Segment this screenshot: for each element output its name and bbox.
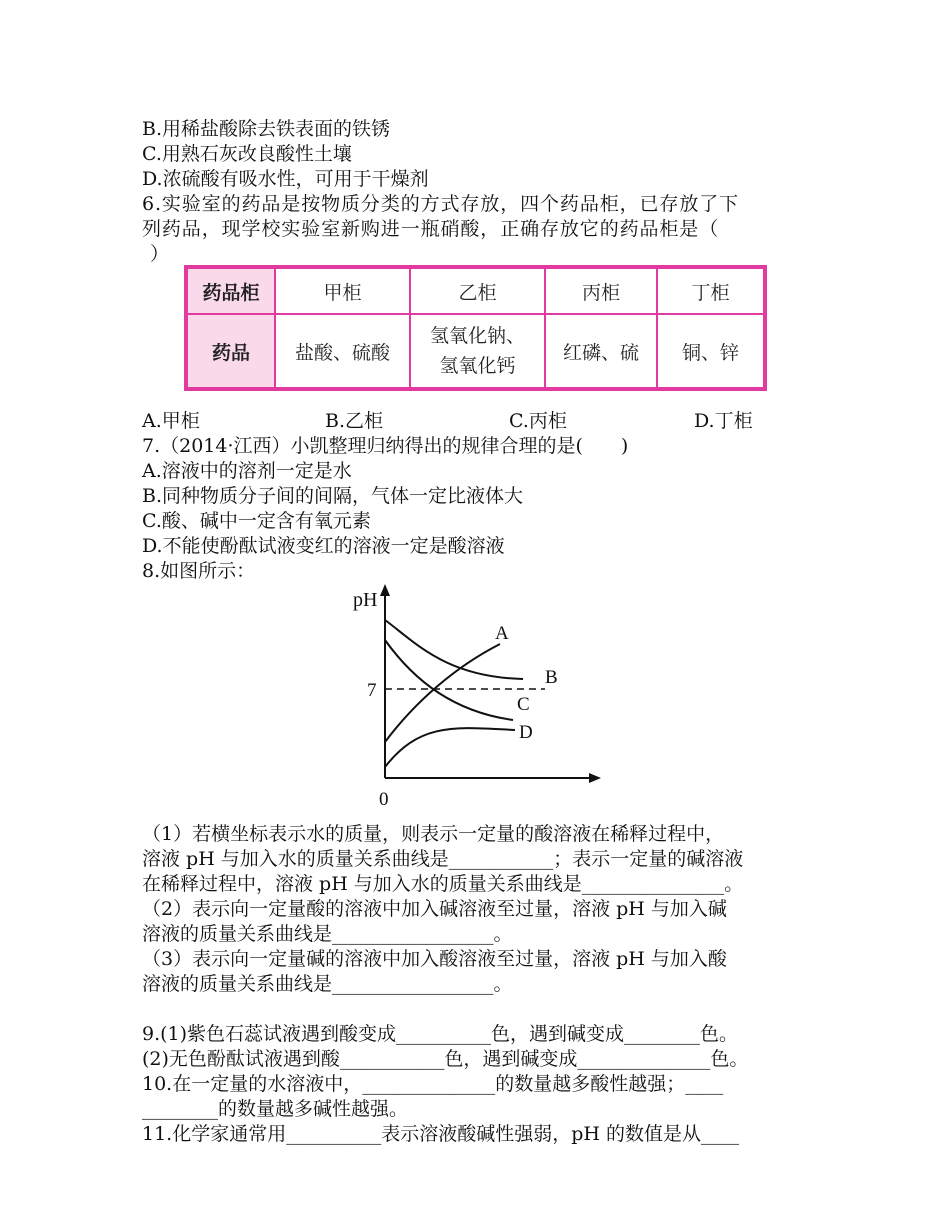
table-cell-bing: 红磷、硫 [545, 314, 657, 388]
curve-d [385, 715, 517, 767]
question-8: 8.如图所示： [142, 560, 256, 582]
question-11: 11.化学家通常用__________表示溶液酸碱性强弱，pH 的数值是从____ [142, 1123, 739, 1145]
table-cell-yi-line1: 氢氧化钠、 [429, 325, 525, 347]
table-header-bing: 丙柜 [545, 268, 657, 314]
curve-c [385, 640, 513, 720]
curve-a [385, 644, 500, 742]
question-10-line1: 10.在一定量的水溶液中，______________的数量越多酸性越强；____ [142, 1073, 724, 1095]
x-axis-arrow [589, 773, 601, 783]
question-10-line2: ________的数量越多碱性越强。 [142, 1098, 409, 1120]
cabinet-table [184, 265, 767, 391]
y-axis-label: pH [353, 589, 378, 611]
table-cell-yi-line2: 氢氧化钙 [439, 355, 516, 377]
curve-a-label: A [495, 623, 509, 644]
table-row-label: 药品 [187, 314, 275, 388]
option-b-text: B.用稀盐酸除去铁表面的铁锈 [142, 118, 391, 140]
q8-part1-line2: 溶液 pH 与加入水的质量关系曲线是___________；表示一定量的碱溶液 [142, 848, 744, 870]
curve-d-line [385, 728, 515, 767]
q7-option-a: A.溶液中的溶剂一定是水 [142, 460, 352, 482]
q8-part1-line1: （1）若横坐标表示水的质量，则表示一定量的酸溶液在稀释过程中， [142, 823, 725, 845]
q8-part2-line1: （2）表示向一定量酸的溶液中加入碱溶液至过量，溶液 pH 与加入碱 [142, 898, 727, 920]
q6-option-a: A.甲柜 [142, 410, 200, 432]
curve-d-label: D [519, 722, 533, 743]
table-cell-ding: 铜、锌 [657, 314, 764, 388]
q8-part3-line1: （3）表示向一定量碱的溶液中加入酸溶液至过量，溶液 pH 与加入酸 [142, 948, 727, 970]
question-9-line1: 9.(1)紫色石蕊试液遇到酸变成__________色，遇到碱变成________色。 [142, 1023, 739, 1045]
q8-part1-line3: 在稀释过程中，溶液 pH 与加入水的质量关系曲线是_______________。 [142, 873, 744, 895]
curve-b-label: B [545, 667, 558, 688]
table-cell-yi [410, 314, 545, 388]
option-d-text: D.浓硫酸有吸水性，可用于干燥剂 [142, 168, 429, 190]
q6-option-b: B.乙柜 [325, 410, 384, 432]
q8-part3-line2: 溶液的质量关系曲线是_________________。 [142, 973, 513, 995]
table-header-cabinet: 药品柜 [187, 268, 275, 314]
question-6-line1: 6.实验室的药品是按物质分类的方式存放，四个药品柜，已存放了下 [142, 193, 740, 215]
table-cell-jia: 盐酸、硫酸 [275, 314, 410, 388]
ph-seven-label: 7 [367, 680, 377, 701]
option-c-text: C.用熟石灰改良酸性土壤 [142, 143, 352, 165]
q8-part2-line2: 溶液的质量关系曲线是_________________。 [142, 923, 513, 945]
ph-curve-figure [345, 582, 605, 812]
table-header-jia: 甲柜 [275, 268, 410, 314]
q7-option-d: D.不能使酚酞试液变红的溶液一定是酸溶液 [142, 535, 505, 557]
y-axis-arrow [380, 584, 390, 596]
table-header-yi: 乙柜 [410, 268, 545, 314]
question-6-line3: ） [150, 243, 170, 265]
question-9-line2: (2)无色酚酞试液遇到酸___________色，遇到碱变成______________色。 [142, 1048, 749, 1070]
origin-label: 0 [379, 789, 389, 810]
table-header-ding: 丁柜 [657, 268, 764, 314]
curve-c-label: C [517, 694, 530, 715]
q6-option-c: C.丙柜 [509, 410, 567, 432]
question-6-line2: 列药品，现学校实验室新购进一瓶硝酸，正确存放它的药品柜是（ [142, 218, 720, 240]
q6-option-d: D.丁柜 [694, 410, 753, 432]
q7-option-b: B.同种物质分子间的间隔，气体一定比液体大 [142, 485, 524, 507]
q7-option-c: C.酸、碱中一定含有氧元素 [142, 510, 371, 532]
question-7: 7.（2014·江西）小凯整理归纳得出的规律合理的是( ) [142, 435, 629, 457]
